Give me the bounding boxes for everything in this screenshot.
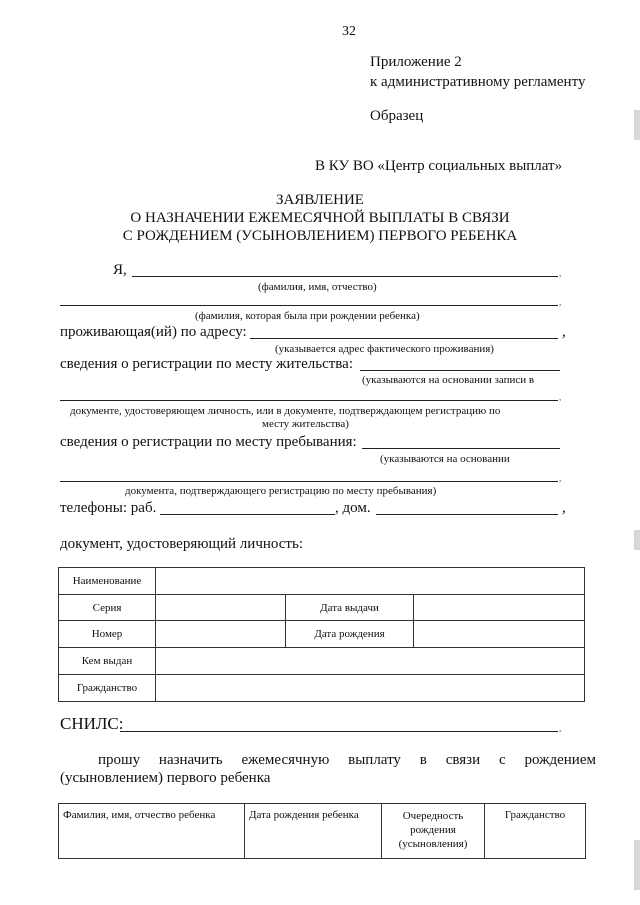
stay-field-b[interactable] xyxy=(60,481,558,482)
id-issue-date-cell[interactable] xyxy=(414,595,585,621)
id-name-label: Наименование xyxy=(59,568,156,595)
scan-edge-artifact xyxy=(634,840,640,890)
request-word: связи xyxy=(445,752,481,768)
id-issue-date-label: Дата выдачи xyxy=(286,595,414,621)
phones-label: телефоны: раб. xyxy=(60,500,157,516)
residence-field-b[interactable] xyxy=(60,400,558,401)
residence-field-a[interactable] xyxy=(360,370,560,371)
request-line-1 xyxy=(98,752,596,769)
request-word: ежемесячную xyxy=(241,752,330,768)
request-word: с xyxy=(498,752,506,768)
line-end-comma: , xyxy=(562,324,566,340)
line-end-mark: , xyxy=(559,297,562,307)
id-issued-by-cell[interactable] xyxy=(156,648,585,675)
residence-label: сведения о регистрации по месту жительства: xyxy=(60,356,353,372)
child-citizenship-header: Гражданство xyxy=(485,804,586,859)
id-citizenship-cell[interactable] xyxy=(156,675,585,702)
snils-field[interactable] xyxy=(120,731,558,732)
stay-field-a[interactable] xyxy=(362,448,560,449)
id-birth-date-label: Дата рождения xyxy=(286,621,414,648)
child-order-line: рождения xyxy=(410,824,456,836)
child-fio-header: Фамилия, имя, отчество ребенка xyxy=(59,804,245,859)
id-number-label: Номер xyxy=(59,621,156,648)
child-order-header xyxy=(382,804,485,859)
i-label: Я, xyxy=(113,262,127,278)
request-word: рождением xyxy=(524,752,596,768)
line-end-comma: , xyxy=(562,500,566,516)
id-citizenship-label: Гражданство xyxy=(59,675,156,702)
request-word: в xyxy=(419,752,427,768)
snils-label: СНИЛС: xyxy=(60,714,124,733)
stay-hint-1: (указываются на основании xyxy=(380,453,510,465)
request-word: назначить xyxy=(158,752,223,768)
child-order-line: Очередность xyxy=(402,810,464,822)
address-hint: (указывается адрес фактического проживания) xyxy=(275,343,494,355)
address-label: проживающая(ий) по адресу: xyxy=(60,324,247,340)
id-series-cell[interactable] xyxy=(156,595,286,621)
child-table xyxy=(58,803,586,859)
home-phone-label: , дом. xyxy=(335,500,371,516)
home-phone-field[interactable] xyxy=(376,514,558,515)
birth-surname-hint: (фамилия, которая была при рождении ребенка) xyxy=(195,310,420,322)
request-word: прошу xyxy=(98,752,141,768)
residence-hint-1: (указываются на основании записи в xyxy=(362,374,535,386)
line-end-mark: , xyxy=(559,268,562,278)
address-field[interactable] xyxy=(250,338,558,339)
document-title-line2: О НАЗНАЧЕНИИ ЕЖЕМЕСЯЧНОЙ ВЫПЛАТЫ В СВЯЗИ xyxy=(130,210,510,226)
document-title-line3: С РОЖДЕНИЕМ (УСЫНОВЛЕНИЕМ) ПЕРВОГО РЕБЕНКА xyxy=(122,228,518,244)
regulation-label: к административному регламенту xyxy=(370,74,586,90)
id-doc-label: документ, удостоверяющий личность: xyxy=(60,536,303,552)
id-series-label: Серия xyxy=(59,595,156,621)
sample-label: Образец xyxy=(370,108,424,124)
work-phone-field[interactable] xyxy=(160,514,335,515)
child-birth-date-header: Дата рождения ребенка xyxy=(245,804,382,859)
stay-hint-2: документа, подтверждающего регистрацию по месту пребывания) xyxy=(125,485,437,497)
residence-hint-3: месту жительства) xyxy=(262,418,349,430)
id-birth-date-cell[interactable] xyxy=(414,621,585,648)
addressee: В КУ ВО «Центр социальных выплат» xyxy=(315,158,563,174)
fio-hint: (фамилия, имя, отчество) xyxy=(258,281,377,293)
residence-hint-2: документе, удостоверяющем личность, или в документе, подтверждающем регистрацию по xyxy=(70,405,501,417)
id-issued-by-label: Кем выдан xyxy=(59,648,156,675)
birth-surname-field[interactable] xyxy=(60,305,558,306)
page-number: 32 xyxy=(342,24,356,39)
scan-edge-artifact xyxy=(634,530,640,550)
line-end-mark: , xyxy=(559,392,562,402)
request-word: выплату xyxy=(348,752,401,768)
id-name-cell[interactable] xyxy=(156,568,585,595)
line-end-mark: , xyxy=(559,473,562,483)
fio-field[interactable] xyxy=(132,276,558,277)
document-title: ЗАЯВЛЕНИЕ xyxy=(276,192,364,208)
stay-label: сведения о регистрации по месту пребывания: xyxy=(60,434,357,450)
appendix-label: Приложение 2 xyxy=(370,54,462,70)
child-order-line: (усыновления) xyxy=(398,838,468,850)
id-number-cell[interactable] xyxy=(156,621,286,648)
scan-edge-artifact xyxy=(634,110,640,140)
request-line-2: (усыновлением) первого ребенка xyxy=(60,770,271,786)
id-document-table xyxy=(58,567,585,702)
line-end-mark: , xyxy=(559,723,562,733)
